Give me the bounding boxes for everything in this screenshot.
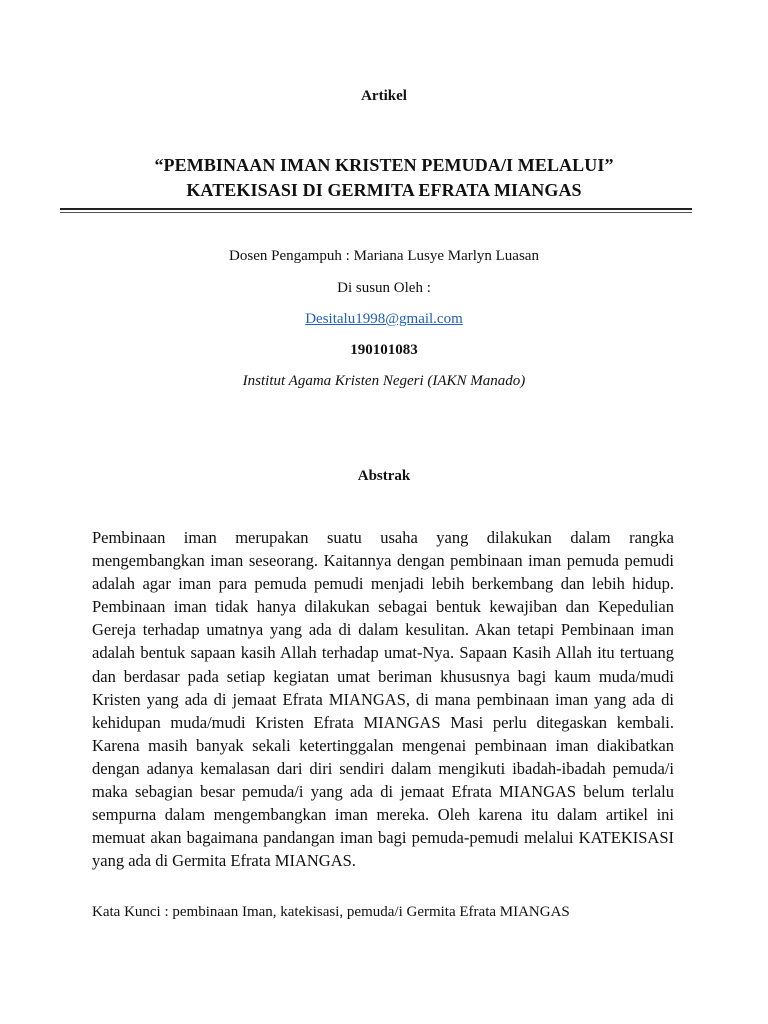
title-divider [60,208,692,210]
keywords-line: Kata Kunci : pembinaan Iman, katekisasi, pemuda/i Germita Efrata MIANGAS [92,904,570,920]
student-id: 190101083 [350,342,418,358]
lecturer-line: Dosen Pengampuh : Mariana Lusye Marlyn Luasan [229,248,539,264]
article-label: Artikel [361,88,407,104]
article-title-line-1: “PEMBINAAN IMAN KRISTEN PEMUDA/I MELALUI” [154,155,614,175]
title-divider-shadow [60,212,692,213]
abstract-body: Pembinaan iman merupakan suatu usaha yang dilakukan dalam rangka mengembangkan iman seseorang. Kaitannya dengan pembinaan iman pemuda pemudi adalah agar iman para pemuda pemudi menjadi lebih berkembang dan lebih hidup. Pembinaan iman tidak hanya dilakukan sebagai bentuk kewajiban dan Kepedulian Gereja terhadap umatnya yang ada di dalam kesulitan. Akan tetapi Pembinaan iman adalah bentuk sapaan kasih Allah terhadap umat-Nya. Sapaan Kasih Allah itu tertuang dan berdasar pada setiap kegiatan umat beriman khususnya bagi kaum muda/mudi Kristen yang ada di jemaat Efrata MIANGAS, di mana pembinaan iman yang ada di kehidupan muda/mudi Kristen Efrata MIANGAS Masi perlu ditegaskan kembali. Karena masih banyak sekali ketertinggalan mengenai pembinaan iman diakibatkan dengan adanya kemalasan dari diri sendiri dalam mengikuti ibadah-ibadah pemuda/i maka sebagian besar pemuda/i yang ada di jemaat Efrata MIANGAS belum terlalu sempurna dalam mengembangkan iman mereka. Oleh karena itu dalam artikel ini memuat akan bagaimana pandangan iman bagi pemuda-pemudi melalui KATEKISASI yang ada di Germita Efrata MIANGAS. [92,528,674,871]
abstract-heading: Abstrak [357,468,411,484]
composed-by-line: Di susun Oleh : [337,280,431,296]
email-row [0,311,768,328]
institution-name: Institut Agama Kristen Negeri (IAKN Manado) [242,373,526,389]
author-email-link[interactable]: Desitalu1998@gmail.com [305,311,463,327]
article-title-line-2: KATEKISASI DI GERMITA EFRATA MIANGAS [186,180,582,200]
